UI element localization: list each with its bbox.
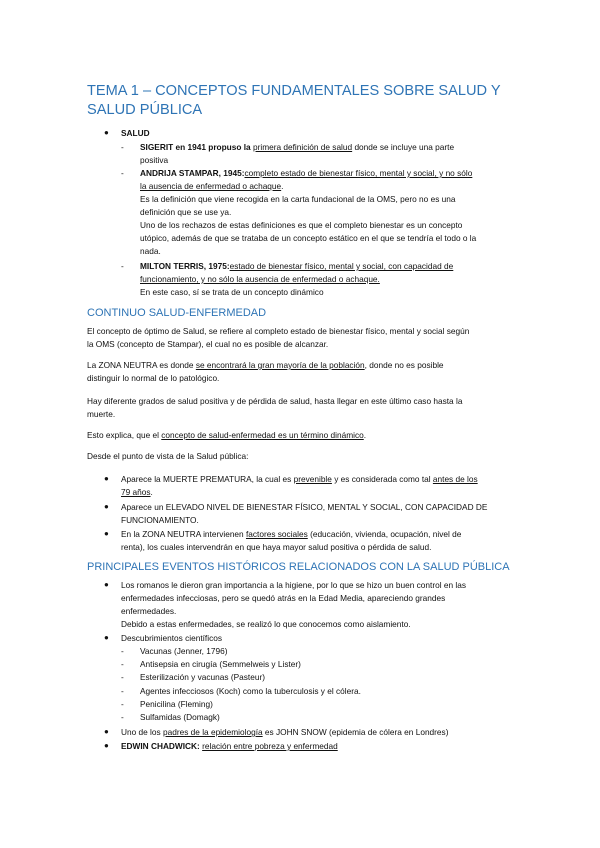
paragraph: Desde el punto de vista de la Salud pública:	[87, 451, 249, 461]
bullet-dot: ●	[104, 474, 109, 483]
text: , donde no es posible	[364, 360, 444, 370]
text: Uno de los	[121, 727, 163, 737]
paragraph: distinguir lo normal de lo patológico.	[87, 373, 220, 383]
bullet-dot: ●	[104, 580, 109, 589]
text: EDWIN CHADWICK:	[121, 741, 203, 751]
salud-label: SALUD	[121, 128, 150, 138]
list-item-line2: FUNCIONAMIENTO.	[121, 515, 199, 525]
text-underlined: padres de la epidemiología	[162, 727, 263, 737]
stampar-note: Es la definición que viene recogida en la carta fundacional de la OMS, pero no es una	[140, 194, 456, 204]
dash-marker: -	[121, 646, 124, 656]
text: (educación, vivienda, ocupación, nivel de	[307, 529, 462, 539]
text: donde se incluye una parte	[352, 142, 455, 152]
text-underlined: concepto de salud-enfermedad es un término dinámico	[161, 430, 364, 440]
discovery-item: Esterilización y vacunas (Pasteur)	[140, 672, 265, 682]
bullet-dot: ●	[104, 529, 109, 538]
text-underlined: factores sociales	[245, 529, 308, 539]
text: y es considerada como tal	[331, 474, 433, 484]
salud-item-stampar-line2	[140, 180, 283, 193]
stampar-note: utópico, además de que se trataba de un concepto estático en el que se tendría el todo o la	[140, 233, 477, 243]
paragraph: Hay diferente grados de salud positiva y de pérdida de salud, hasta llegar en este último caso hasta la	[87, 396, 463, 406]
text: La ZONA NEUTRA es donde	[87, 360, 196, 370]
text-underlined: prevenible	[293, 474, 332, 484]
list-item	[121, 528, 461, 541]
text: es JOHN SNOW (epidemia de cólera en Londres)	[262, 727, 449, 737]
dash-marker: -	[121, 142, 124, 152]
text: ANDRIJA STAMPAR, 1945:	[140, 168, 245, 178]
list-item	[121, 473, 478, 486]
salud-item-terris	[140, 260, 453, 273]
terris-note: En este caso, sí se trata de un concepto dinámico	[140, 287, 324, 297]
bullet-dot: ●	[104, 741, 109, 750]
salud-item-stampar	[140, 167, 472, 180]
bullet-dot: ●	[104, 633, 109, 642]
dash-marker: -	[121, 659, 124, 669]
dash-marker: -	[121, 261, 124, 271]
list-item-line: enfermedades infecciosas, pero se quedó atrás en la Edad Media, apareciendo grandes	[121, 593, 446, 603]
text-underlined: relación entre pobreza y enfermedad	[202, 741, 338, 751]
list-item-line: Debido a estas enfermedades, se realizó lo que conocemos como aislamiento.	[121, 619, 411, 629]
paragraph	[87, 429, 366, 442]
discovery-item: Vacunas (Jenner, 1796)	[140, 646, 228, 656]
list-item-line2	[121, 486, 153, 499]
dash-marker: -	[121, 686, 124, 696]
text: Esto explica, que el	[87, 430, 162, 440]
stampar-note: nada.	[140, 246, 161, 256]
salud-item-sigerit-line2: positiva	[140, 155, 169, 165]
text-underlined: primera definición de salud	[252, 142, 353, 152]
stampar-note: definición que se use ya.	[140, 207, 232, 217]
text-underlined: la ausencia de enfermedad o achaque	[140, 181, 282, 191]
dash-marker: -	[121, 672, 124, 682]
text: SIGERIT en 1941 propuso la	[140, 142, 253, 152]
paragraph	[87, 359, 444, 372]
text: .	[281, 181, 284, 191]
salud-item-terris-line2: funcionamiento, y no sólo la ausencia de enfermedad o achaque.	[140, 274, 380, 284]
text: En la ZONA NEUTRA intervienen	[121, 529, 246, 539]
paragraph: la OMS (concepto de Stampar), el cual no es posible de alcanzar.	[87, 339, 329, 349]
discovery-item: Penicilina (Fleming)	[140, 699, 213, 709]
bullet-dot: ●	[104, 727, 109, 736]
discovery-item: Antisepsia en cirugía (Semmelweis y Lister)	[140, 659, 301, 669]
text: MILTON TERRIS, 1975:	[140, 261, 230, 271]
text: Aparece la MUERTE PREMATURA, la cual es	[121, 474, 294, 484]
discovery-item: Agentes infecciosos (Koch) como la tuberculosis y el cólera.	[140, 686, 361, 696]
text: .	[363, 430, 367, 440]
text-underlined: completo estado de bienestar físico, mental y social, y no sólo	[244, 168, 473, 178]
dash-marker: -	[121, 168, 124, 178]
text-underlined: antes de los	[432, 474, 478, 484]
text-underlined: se encontrará la gran mayoría de la población	[195, 360, 365, 370]
list-item	[121, 740, 338, 753]
bullet-dot: ●	[104, 502, 109, 511]
page-title: TEMA 1 – CONCEPTOS FUNDAMENTALES SOBRE SALUD Y SALUD PÚBLICA	[87, 83, 501, 118]
text-underlined: estado de bienestar físico, mental y social, con capacidad de	[229, 261, 454, 271]
section-heading-eventos: PRINCIPALES EVENTOS HISTÓRICOS RELACIONADOS CON LA SALUD PÚBLICA	[87, 561, 510, 573]
list-item-line: enfermedades.	[121, 606, 177, 616]
list-item: Aparece un ELEVADO NIVEL DE BIENESTAR FÍSICO, MENTAL Y SOCIAL, CON CAPACIDAD DE	[121, 502, 488, 512]
section-heading-continuo: CONTINUO SALUD-ENFERMEDAD	[87, 307, 267, 319]
stampar-note: Uno de los rechazos de estas definiciones es que el completo bienestar es un concepto	[140, 220, 463, 230]
dash-marker: -	[121, 699, 124, 709]
text-underlined: 79 años	[121, 487, 151, 497]
list-item-line2: renta), los cuales intervendrán en que haya mayor salud positiva o pérdida de salud.	[121, 542, 432, 552]
paragraph: muerte.	[87, 409, 116, 419]
discovery-item: Sulfamidas (Domagk)	[140, 712, 220, 722]
dash-marker: -	[121, 712, 124, 722]
list-item: Los romanos le dieron gran importancia a la higiene, por lo que se hizo un buen control en las	[121, 580, 466, 590]
bullet-dot: ●	[104, 128, 109, 137]
text: .	[150, 487, 153, 497]
salud-item-sigerit	[140, 141, 454, 154]
paragraph: El concepto de óptimo de Salud, se refiere al completo estado de bienestar físico, mental y social según	[87, 326, 470, 336]
list-item: Descubrimientos científicos	[121, 633, 222, 643]
list-item	[121, 726, 448, 739]
